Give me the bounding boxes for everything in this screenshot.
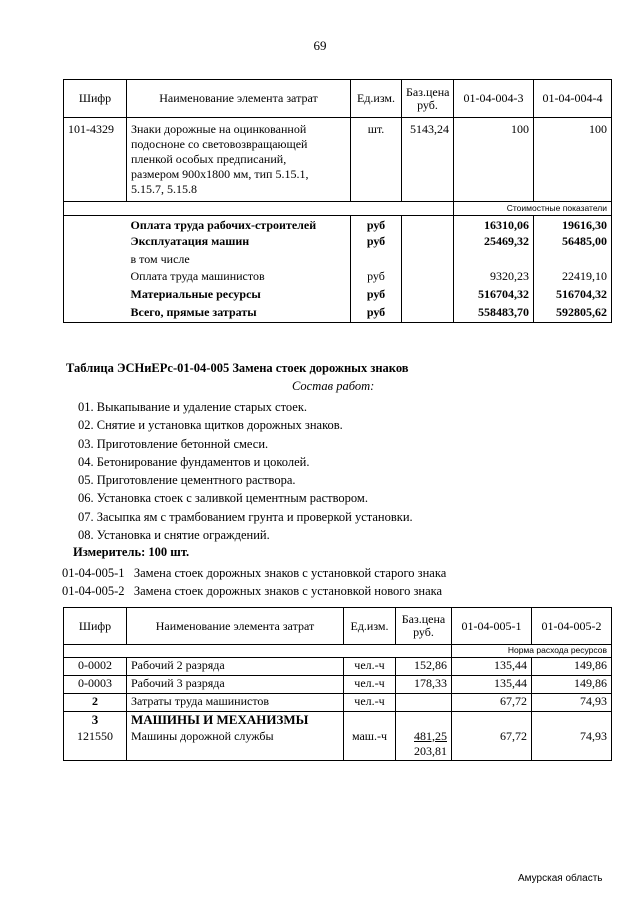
cost-unit: руб [351,305,402,323]
machine-value-1: 67,72 [452,729,532,761]
resource-name: Затраты труда машинистов [127,694,344,712]
resource-unit: чел.-ч [344,676,396,694]
resource-value-1: 135,44 [452,676,532,694]
work-item: 03. Приготовление бетонной смеси. [78,436,269,451]
work-item: 06. Установка стоек с заливкой цементным раствором. [78,491,368,506]
resource-code: 0-0003 [64,676,127,694]
works-list [78,398,413,544]
resource-value-1: 135,44 [452,658,532,676]
cost-row [64,269,612,287]
cost-table-1 [63,79,612,323]
item-value-2: 100 [534,118,612,202]
resource-value-2: 149,86 [532,658,612,676]
variants [62,564,446,600]
work-item: 08. Установка и снятие ограждений. [78,528,270,543]
resource-unit: чел.-ч [344,658,396,676]
col-price-header [402,80,454,118]
item-price: 5143,24 [402,118,454,202]
resource-code: 0-0002 [64,658,127,676]
item-name-line: Знаки дорожные на оцинкованной [131,122,307,136]
cost-value-1: 516704,32 [454,287,534,305]
cost-value-2: 22419,10 [534,269,612,287]
item-name-line: 5.15.7, 5.15.8 [131,182,197,196]
resource-code: 2 [64,694,127,712]
footer-region: Амурская область [518,873,603,884]
resource-name: Рабочий 2 разряда [127,658,344,676]
section-label: Норма расхода ресурсов [452,645,612,658]
resource-value-2: 74,93 [532,694,612,712]
col-code-header: Шифр [64,80,127,118]
price-header-line2: руб. [413,625,434,639]
machine-row [64,729,612,761]
cost-name: Эксплуатация машин [127,234,351,252]
resource-table-2 [63,607,612,761]
cost-value-1: 558483,70 [454,305,534,323]
machine-price-2: 203,81 [414,743,447,758]
variant-code: 01-04-005-2 [62,584,125,598]
resource-row [64,658,612,676]
section3-name: МАШИНЫ И МЕХАНИЗМЫ [127,712,344,729]
price-header-line1: Баз.цена [401,612,446,626]
table1-item-row [64,118,612,202]
cost-unit: руб [351,287,402,305]
col-v2-header: 01-04-004-4 [534,80,612,118]
col-unit-header: Ед.изм. [351,80,402,118]
work-item: 05. Приготовление цементного раствора. [78,473,296,488]
table2-section-row [64,645,612,658]
machine-unit: маш.-ч [344,729,396,761]
resource-unit: чел.-ч [344,694,396,712]
work-item: 01. Выкапывание и удаление старых стоек. [78,400,308,414]
variant-line [62,582,446,600]
section3-row [64,712,612,729]
variant-text: Замена стоек дорожных знаков с установкой старого знака [133,566,447,580]
resource-value-2: 149,86 [532,676,612,694]
cost-unit: руб [351,269,402,287]
variant-text: Замена стоек дорожных знаков с установкой нового знака [133,584,443,598]
cost-value-2: 592805,62 [534,305,612,323]
col-v2-header: 01-04-005-2 [532,608,612,645]
cost-name: Материальные ресурсы [127,287,351,305]
section3-code: 3 [64,712,127,729]
works-title: Состав работ: [292,379,375,393]
resource-row [64,694,612,712]
cost-value-1: 9320,23 [454,269,534,287]
machine-value-2: 74,93 [532,729,612,761]
cost-value-2: 19616,30 [534,216,612,234]
cost-value-2: 56485,00 [534,234,612,252]
price-header-line2: руб. [417,97,438,112]
col-name-header: Наименование элемента затрат [127,80,351,118]
item-code: 101-4329 [64,118,127,202]
work-item: 04. Бетонирование фундаментов и цоколей. [78,454,310,469]
machine-code: 121550 [64,729,127,761]
item-unit: шт. [351,118,402,202]
resource-price [396,694,452,712]
work-item: 07. Засыпка ям с трамбованием грунта и проверкой установки. [78,509,413,524]
cost-name: Оплата труда машинистов [127,269,351,287]
cost-row [64,305,612,323]
item-name-line: размером 900x1800 мм, тип 5.15.1, [131,167,309,181]
variant-line [62,564,446,582]
resource-name: Рабочий 3 разряда [127,676,344,694]
resource-value-1: 67,72 [452,694,532,712]
col-v1-header: 01-04-005-1 [452,608,532,645]
price-header-line1: Баз.цена [406,84,450,99]
machine-price [396,729,452,761]
item-name-line: пленкой особых предписаний, [131,152,287,166]
resource-price: 152,86 [396,658,452,676]
cost-value-2: 516704,32 [534,287,612,305]
cost-name: Всего, прямые затраты [127,305,351,323]
col-price-header [396,608,452,645]
machine-price-1: 481,25 [414,728,447,743]
col-v1-header: 01-04-004-3 [454,80,534,118]
col-code-header: Шифр [64,608,127,645]
table1-section-row [64,202,612,216]
cost-row [64,287,612,305]
col-unit-header: Ед.изм. [344,608,396,645]
item-value-1: 100 [454,118,534,202]
cost-row [64,216,612,234]
cost-value-1: 16310,06 [454,216,534,234]
cost-name: Оплата труда рабочих-строителей [127,216,351,234]
item-name-line: подосноне со световозвращающей [131,137,308,151]
variant-code: 01-04-005-1 [62,566,125,580]
measure: Измеритель: 100 шт. [73,545,190,559]
cost-row [64,234,612,252]
table-title: Таблица ЭСНиЕРс-01-04-005 Замена стоек дорожных знаков [66,361,409,375]
section-label: Стоимостные показатели [454,202,612,216]
page-number: 69 [313,38,327,53]
col-name-header: Наименование элемента затрат [127,608,344,645]
work-item: 02. Снятие и установка щитков дорожных знаков. [78,418,343,433]
cost-unit: руб [351,216,402,234]
cost-unit: руб [351,234,402,252]
cost-name: в том числе [127,252,351,269]
machine-name: Машины дорожной службы [127,729,344,761]
table2-header [64,608,612,645]
resource-row [64,676,612,694]
table1-header [64,80,612,118]
cost-value-1: 25469,32 [454,234,534,252]
cost-row [64,252,612,269]
item-name [127,118,351,202]
resource-price: 178,33 [396,676,452,694]
